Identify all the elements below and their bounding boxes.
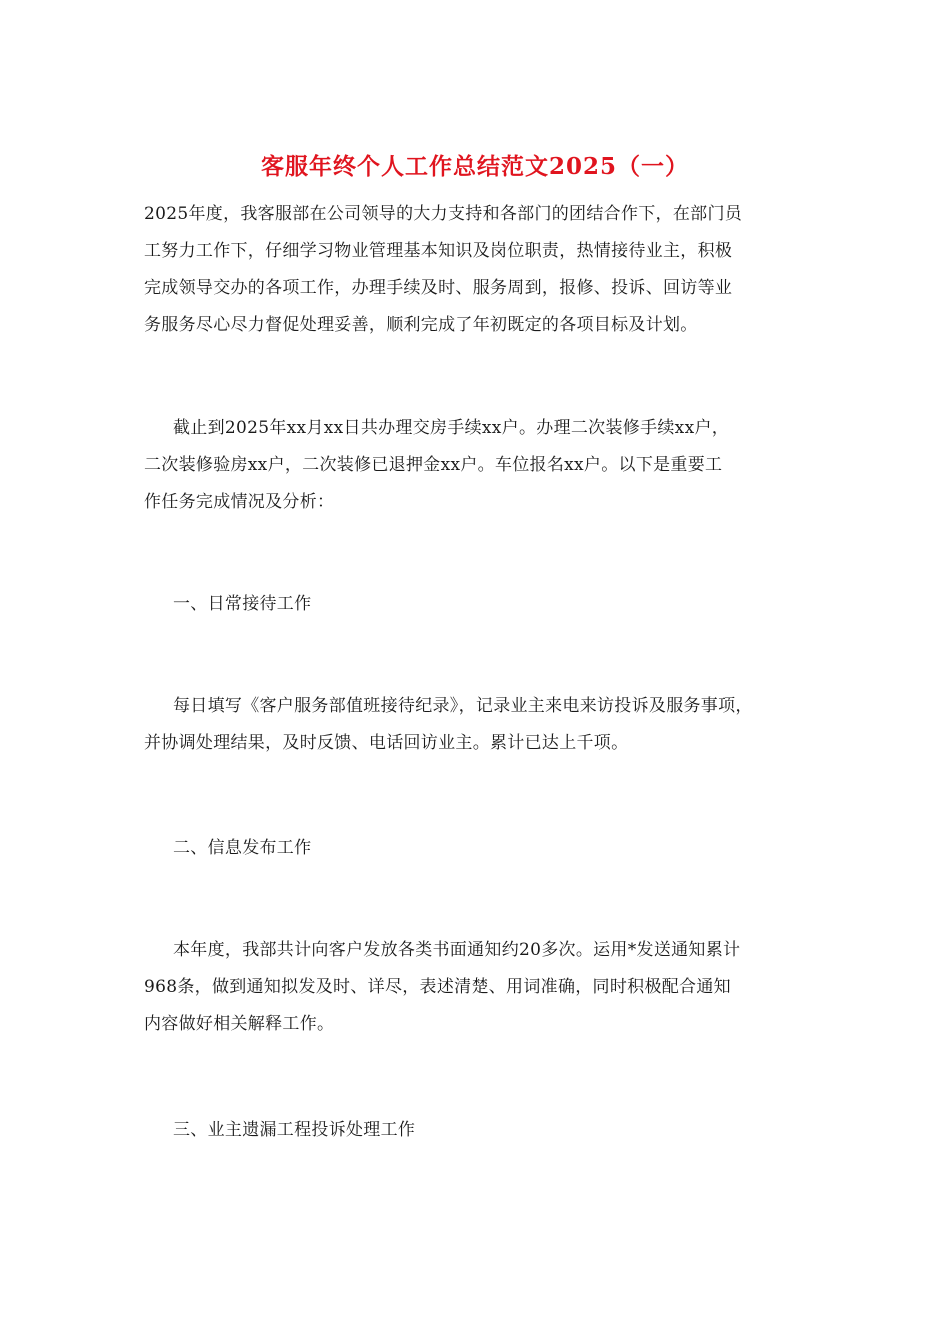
section-heading-information	[144, 830, 814, 867]
paragraph-line: 并协调处理结果，及时反馈、电话回访业主。累计已达上千项。	[144, 733, 629, 753]
document-title: 客服年终个人工作总结范文2025（一）	[260, 153, 689, 180]
section-heading: 三、业主遗漏工程投诉处理工作	[173, 1120, 416, 1140]
paragraph-intro	[144, 196, 814, 344]
paragraph-line: 作任务完成情况及分析：	[144, 492, 335, 512]
paragraph-line: 完成领导交办的各项工作，办理手续及时、服务周到，报修、投诉、回访等业	[144, 278, 733, 298]
paragraph-line: 内容做好相关解释工作。	[144, 1014, 335, 1034]
paragraph-line: 务服务尽心尽力督促处理妥善，顺利完成了年初既定的各项目标及计划。	[144, 315, 698, 335]
paragraph-statistics	[144, 410, 814, 521]
section-heading: 一、日常接待工作	[173, 594, 312, 614]
paragraph-line: 每日填写《客户服务部值班接待纪录》，记录业主来电来访投诉及服务事项，	[173, 696, 753, 716]
paragraph-line: 2025年度，我客服部在公司领导的大力支持和各部门的团结合作下，在部门员	[144, 204, 743, 224]
section-heading-complaints	[144, 1112, 814, 1149]
section-heading: 二、信息发布工作	[173, 838, 312, 858]
paragraph-line: 本年度，我部共计向客户发放各类书面通知约20多次。运用*发送通知累计	[173, 940, 741, 960]
section-heading-reception	[144, 586, 814, 623]
paragraph-line: 二次装修验房xx户，二次装修已退押金xx户。车位报名xx户。以下是重要工	[144, 455, 723, 475]
paragraph-information	[144, 932, 814, 1043]
paragraph-line: 968条，做到通知拟发及时、详尽，表述清楚、用词准确，同时积极配合通知	[144, 977, 731, 997]
paragraph-reception	[144, 688, 814, 762]
paragraph-line: 工努力工作下，仔细学习物业管理基本知识及岗位职责，热情接待业主，积极	[144, 241, 733, 261]
paragraph-line: 截止到2025年xx月xx日共办理交房手续xx户。办理二次装修手续xx户，	[173, 418, 730, 438]
